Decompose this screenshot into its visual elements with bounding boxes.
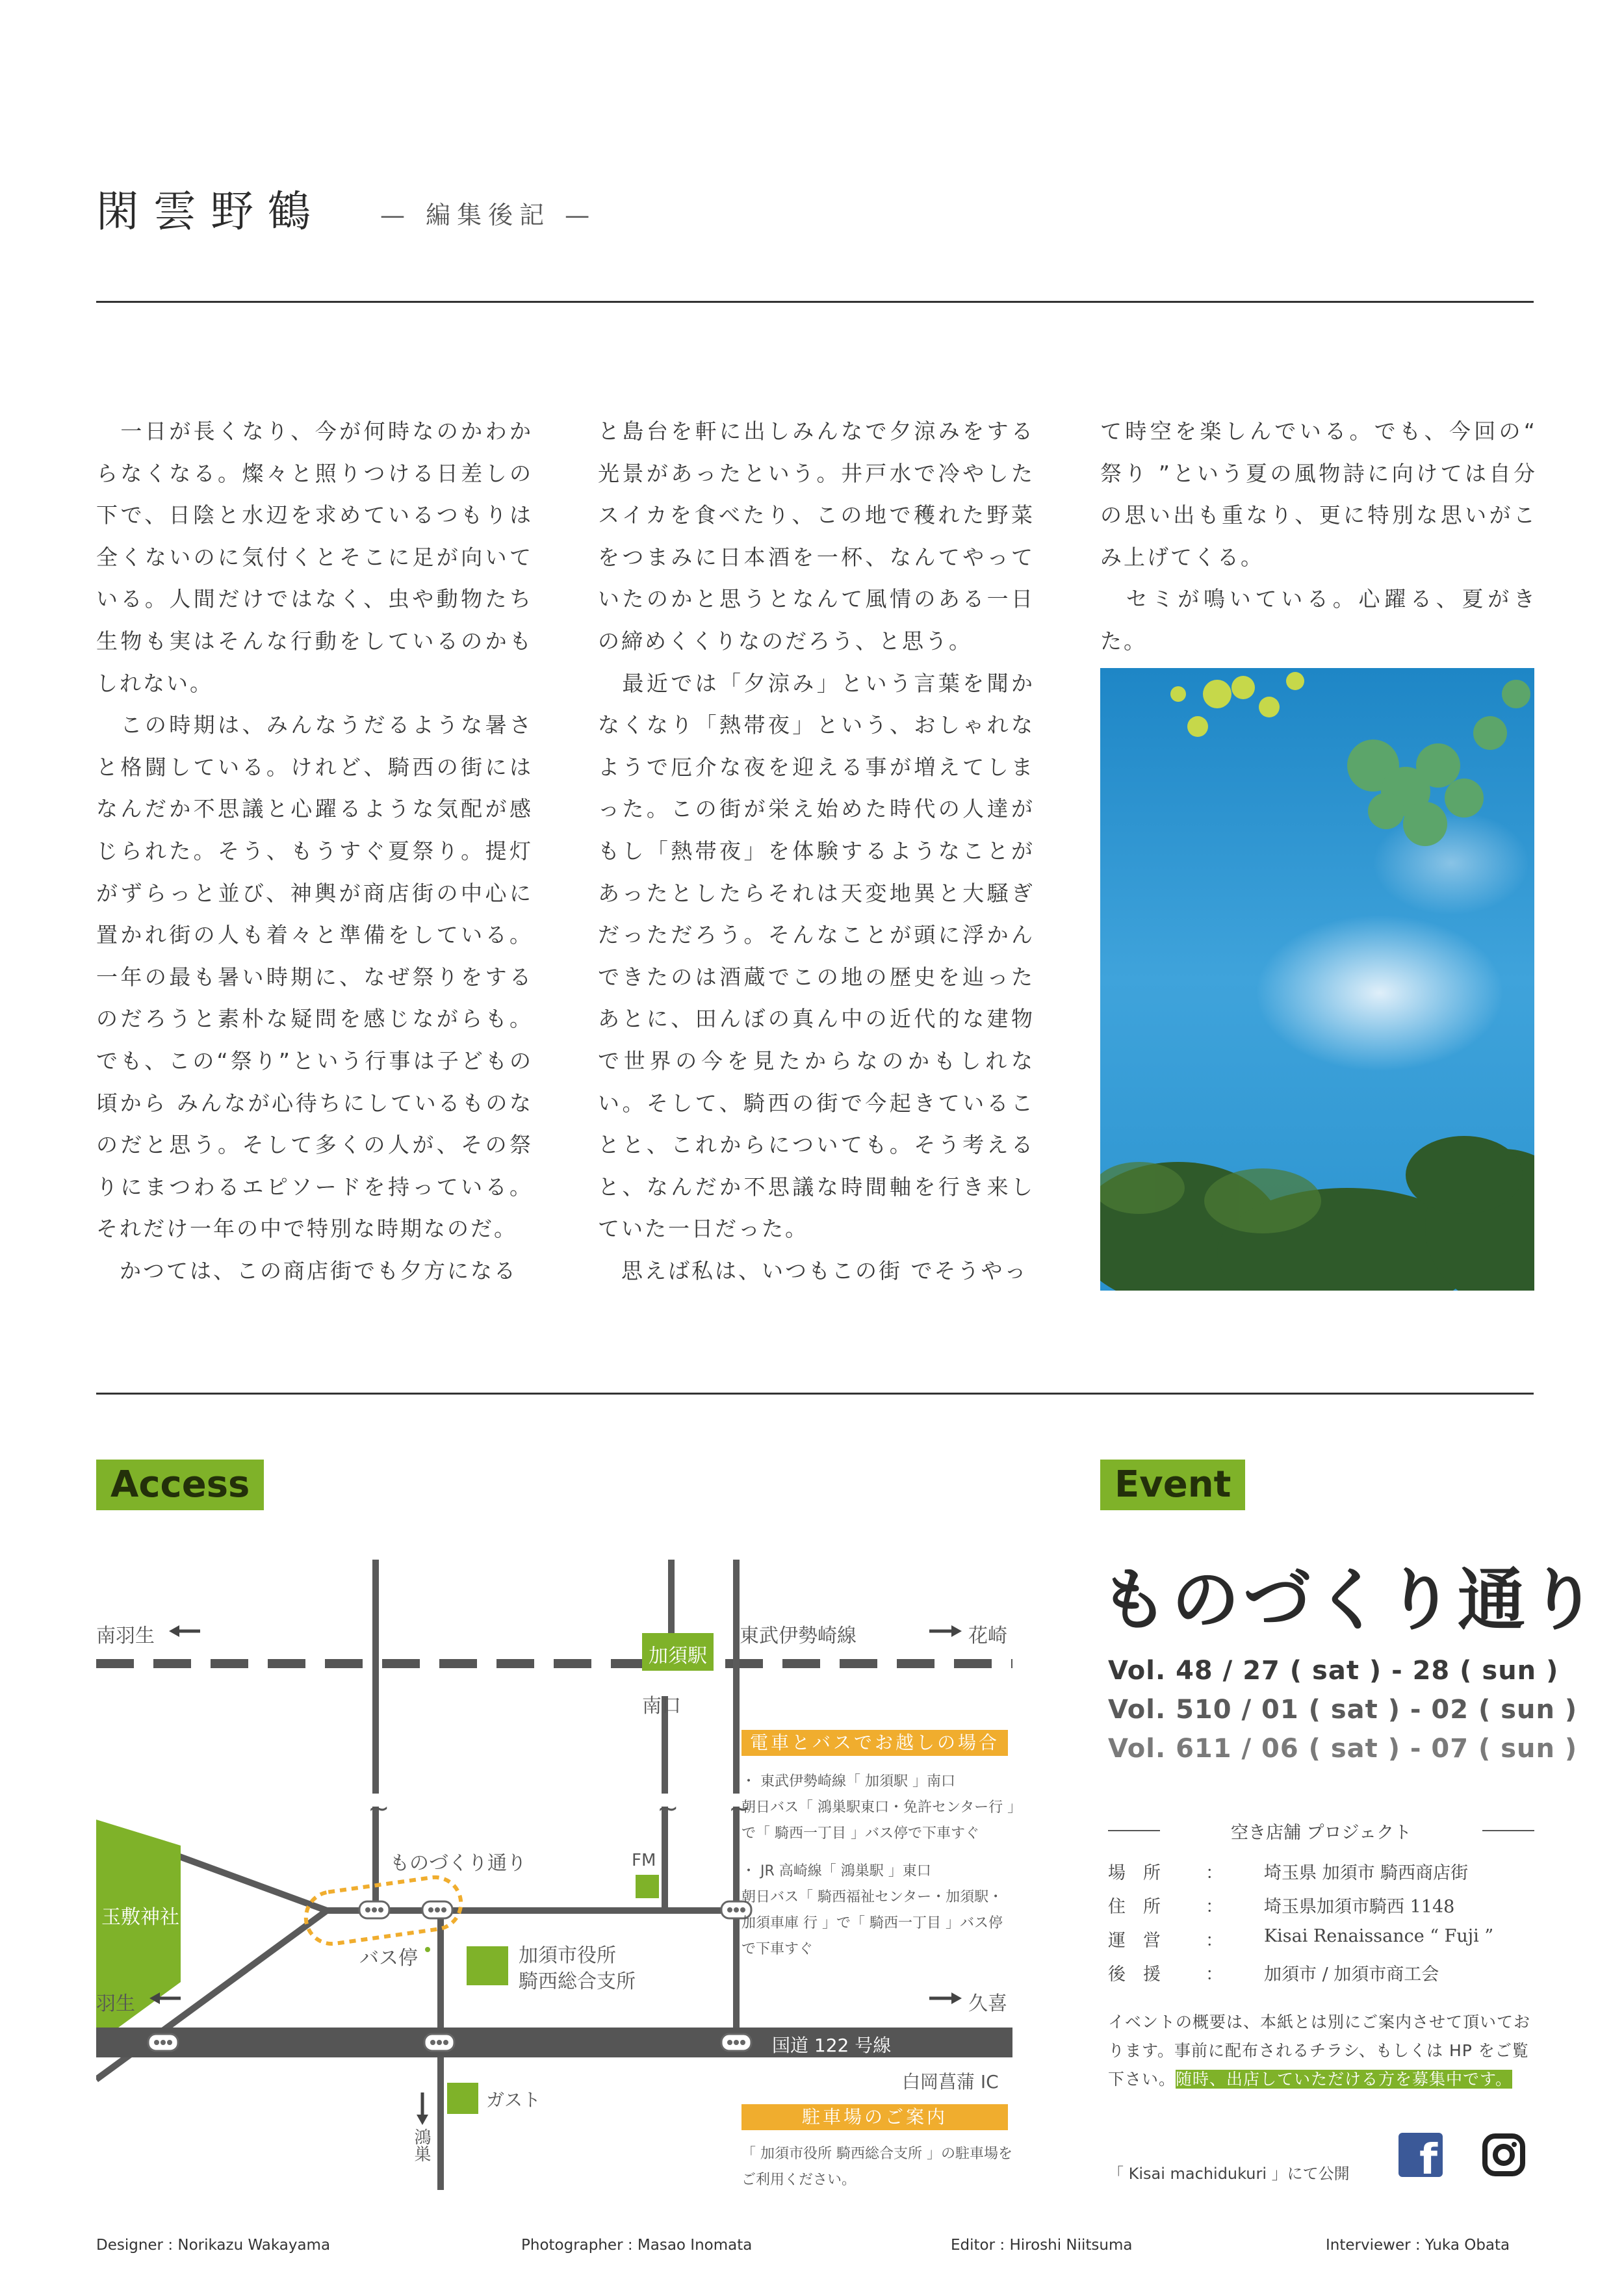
- social-caption: 「 Kisai machidukuri 」にて公開: [1108, 2165, 1350, 2183]
- vol-dates: 11 / 06 ( sat ) - 07 ( sun ): [1194, 1734, 1578, 1764]
- train-bus-route-1: ・ 東武伊勢崎線「 加須駅 」南口 朝日バス「 鴻巣駅東口・免許センター行 」 で「 騎西一丁目 」バス停で下車すぐ: [741, 1773, 1022, 1842]
- header-divider: [96, 301, 1534, 303]
- map-label-minamihanyu: 南羽生: [96, 1625, 155, 1647]
- vol-number: Vol. 6: [1108, 1734, 1194, 1764]
- train-bus-header: 電車とバスでお越しの場合: [741, 1730, 1008, 1756]
- article-paragraph: セミが鳴いている。心躍る、夏がきた。: [1100, 586, 1537, 654]
- article-paragraph: 最近では「夕涼み」という言葉を聞かなくなり「熱帯夜」という、おしゃれなようで厄介な夜を迎える事が増えてしまった。この街が栄え始めた時代の人達がもし「熱帯夜」を体験するようなことがあったとしたらそれは天変地異と大騒ぎだっただろう。そんなことが頭に浮かんできたのは酒蔵でこの地の歴史を辿ったあとに、田んぼの真ん中の近代的な建物で世界の今を見たからなのかもしれない。そして、騎西の街で今起きていることと、これからについても。そう考えると、なんだか不思議な時間軸を行き来していた一日だった。: [598, 670, 1035, 1242]
- event-vol-row: [1108, 1695, 1578, 1725]
- access-map: [96, 1540, 1022, 2190]
- map-label-bus-stop: バス停: [359, 1947, 418, 1970]
- vol-dates: 8 / 27 ( sat ) - 28 ( sun ): [1194, 1656, 1559, 1686]
- info-sep: ：: [1205, 1863, 1223, 1883]
- map-label-kazo-station: 加須駅: [649, 1645, 707, 1667]
- article-paragraph: 思えば私は、いつもこの街 でそうやっ: [598, 1257, 1028, 1283]
- info-row-operator: [1108, 1926, 1534, 1960]
- info-value: Kisai Renaissance “ Fuji ”: [1264, 1926, 1494, 1946]
- vol-number: Vol. 4: [1108, 1656, 1194, 1686]
- event-vol-row: [1108, 1656, 1559, 1686]
- map-label-tobu-line: 東武伊勢崎線: [740, 1625, 857, 1647]
- facebook-icon[interactable]: f: [1398, 2133, 1443, 2177]
- info-sep: ：: [1205, 1931, 1223, 1951]
- event-info-table: [1108, 1859, 1534, 1994]
- info-key: 運 営: [1108, 1931, 1161, 1951]
- credit-designer: Designer : Norikazu Wakayama: [96, 2237, 331, 2254]
- road-break-mark: ~: [657, 1794, 679, 1823]
- info-sep: ：: [1205, 1964, 1223, 1985]
- info-row-address: [1108, 1892, 1534, 1926]
- credit-editor: Editor : Hiroshi Niitsuma: [951, 2237, 1133, 2254]
- map-label-fm: FM: [632, 1851, 656, 1870]
- event-schedule: [1108, 1656, 1578, 1764]
- info-value: 加須市 / 加須市商工会: [1264, 1964, 1439, 1985]
- article-paragraph: 一日が長くなり、今が何時なのかわからなくなる。燦々と照りつける日差しの下で、日陰と水辺を求めているつもりは全くないのに気付くとそこに足が向いている。人間だけではなく、虫や動物たち生物も実はそんな行動をしているのかもしれない。: [96, 418, 533, 696]
- info-row-venue: [1108, 1859, 1534, 1892]
- map-label-city-office: 加須市役所 騎西総合支所: [519, 1944, 636, 1993]
- event-title: ものづくり通り: [1100, 1560, 1601, 1640]
- map-label-gusto: ガスト: [486, 2089, 541, 2111]
- event-vol-row: [1108, 1734, 1578, 1764]
- map-label-shrine: 玉敷神社: [101, 1906, 179, 1929]
- credit-photographer: Photographer : Masao Inomata: [521, 2237, 753, 2254]
- vol-dates: 10 / 01 ( sat ) - 02 ( sun ): [1194, 1695, 1578, 1725]
- project-heading: [1108, 1818, 1534, 1842]
- article-column-2: [598, 411, 1035, 1292]
- road-break-mark: ~: [728, 1794, 751, 1823]
- road-break-mark: ~: [368, 1794, 390, 1823]
- info-value: 埼玉県加須市騎西 1148: [1264, 1897, 1455, 1917]
- recruit-highlight: 随時、出店していただける方を募集中です。: [1176, 2070, 1513, 2089]
- section-divider: [96, 1393, 1534, 1395]
- map-label-route122: 国道 122 号線: [772, 2035, 892, 2056]
- event-description: [1108, 2008, 1534, 2094]
- article-column-3: [1100, 411, 1546, 663]
- map-label-monozukuri: ものづくり通り: [390, 1852, 526, 1875]
- parking-text: 「 加須市役所 騎西総合支所 」の駐車場を ご利用ください。: [741, 2146, 1012, 2188]
- parking-header: 駐車場のご案内: [741, 2104, 1008, 2130]
- instagram-icon[interactable]: [1482, 2133, 1526, 2177]
- vol-number: Vol. 5: [1108, 1695, 1194, 1725]
- map-label-shiraoka-ic: 白岡菖蒲 IC: [902, 2071, 999, 2092]
- article-paragraph: と島台を軒に出しみんなで夕涼みをする光景があったという。井戸水で冷やしたスイカを食べたり、この地で穫れた野菜をつまみに日本酒を一杯、なんてやっていたのかと思うとなんて風情のある一日の締めくくりなのだろう、と思う。: [598, 418, 1035, 654]
- info-row-support: [1108, 1960, 1534, 1994]
- event-label: Event: [1100, 1460, 1245, 1510]
- info-sep: ：: [1205, 1897, 1223, 1917]
- info-key: 住 所: [1108, 1897, 1161, 1917]
- article-paragraph: この時期は、みんなうだるような暑さと格闘している。けれど、騎西の街にはなんだか不思議と心躍るような気配が感じられた。そう、もうすぐ夏祭り。提灯がずらっと並び、神輿が商店街の中心に置かれ街の人も着々と準備をしている。一年の最も暑い時期に、なぜ祭りをするのだろうと素朴な疑問を感じながらも。でも、この“祭り”という行事は子どもの頃から みんなが心待ちにしているものなのだと思う。そして多くの人が、その祭りにまつわるエピソードを持っている。それだけ一年の中で特別な時期なのだ。: [96, 712, 533, 1242]
- train-bus-route-2: ・ JR 高崎線「 鴻巣駅 」東口 朝日バス「 騎西福祉センター・加須駅・ 加須車庫 行 」で「 騎西一丁目 」バス停 で下車すぐ: [741, 1863, 1003, 1957]
- access-label: Access: [96, 1460, 264, 1510]
- map-label-kuki: 久喜: [968, 1992, 1007, 2015]
- project-title: 空き店舗 プロジェクト: [1230, 1823, 1412, 1843]
- pond-photo: [1100, 668, 1534, 1291]
- article-column-1: [96, 411, 533, 1292]
- map-label-hanasaki: 花崎: [968, 1625, 1007, 1647]
- info-key: 場 所: [1108, 1863, 1161, 1883]
- article-paragraph: て時空を楽しんでいる。でも、今回の“ 祭り ”という夏の風物詩に向けては自分の思い出も重なり、更に特別な思いがこみ上げてくる。: [1100, 418, 1546, 570]
- map-label-hanyu: 羽生: [96, 1992, 135, 2015]
- divider-line: [1482, 1830, 1534, 1831]
- info-key: 後 援: [1108, 1964, 1161, 1985]
- event-desc-text: イベントの概要は、本紙とは別にご案内させて頂いております。事前に配布されるチラシ、もしくは HP をご覧下さい。: [1108, 2013, 1531, 2089]
- credit-interviewer: Interviewer : Yuka Obata: [1326, 2237, 1510, 2254]
- page-title: 閑雲野鶴: [96, 187, 325, 237]
- map-label-south-exit: 南口: [642, 1695, 681, 1718]
- article-paragraph: かつては、この商店街でも夕方になる: [96, 1257, 517, 1283]
- page-subtitle: — 編集後記 —: [380, 201, 597, 229]
- info-value: 埼玉県 加須市 騎西商店街: [1264, 1863, 1469, 1883]
- map-label-konosu: 鴻巣: [411, 2128, 431, 2162]
